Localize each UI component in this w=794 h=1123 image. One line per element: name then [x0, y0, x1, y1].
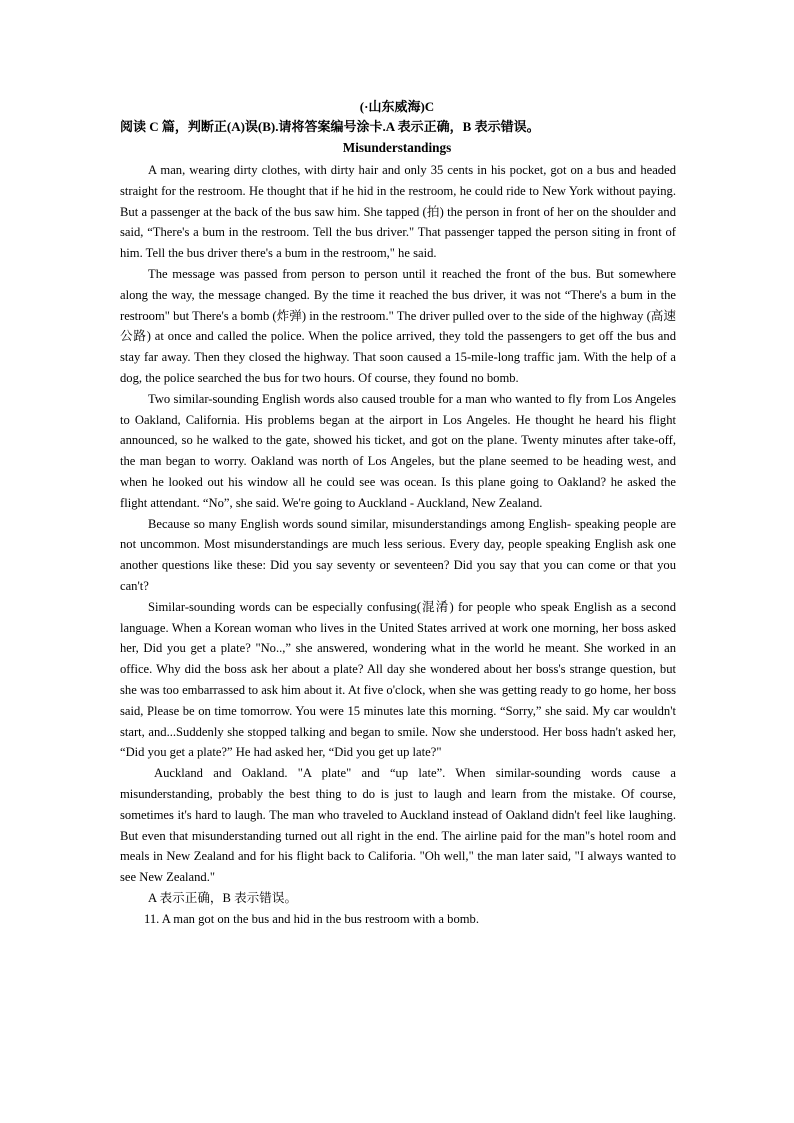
instruction-text: 阅读 C 篇，判断正(A)误(B).请将答案编号涂卡.A 表示正确，B 表示错误。 — [120, 119, 540, 134]
paragraph-1: A man, wearing dirty clothes, with dirty hair and only 35 cents in his pocket, got on a bus and headed straight for the restroom. He thought that if he hid in the restroom, he could ride to New York without paying. But a passenger at the back of the bus saw him. She tapped (拍) the person in front of her on the shoulder and said, “There's a bum in the restroom. Tell the bus driver." That passenger tapped the person siting in front of him. Tell the bus driver there's a bum in the restroom," he said. — [120, 163, 676, 261]
paragraph-5: Similar-sounding words can be especially confusing(混淆) for people who speak English as a second language. When a Korean woman who lives in the United States arrived at work one morning, her boss asked her, Did you get a plate? "No..,” she answered, wondering what in the world he meant. She worked in an office. Why did the boss ask her about a plate? All day she wondered about her boss's strange question, but she was too embarrassed to ask him about it. At five o'clock, when she was getting ready to go home, her boss said, Please be on time tomorrow. You were 15 minutes late this morning. “Sorry,” she said. My car wouldn't start, and...Suddenly she stopped talking and began to smile. Now she understood. Her boss hadn't asked her, “Did you get a plate?” He had asked her, “Did you get up late?" — [120, 599, 676, 760]
answer-note: A 表示正确，B 表示错误。 — [148, 890, 298, 905]
paragraph-2: The message was passed from person to person until it reached the front of the bus. But somewhere along the way, the message changed. By the time it reached the bus driver, it was not “There's a bum in the restroom" but There's a bomb (炸弹) in the restroom." The driver pulled over to the side of the highway (高速公路) at once and called the police. When the police arrived, they told the passengers to get off the bus and stay far away. Then they closed the highway. That soon caused a 15-mile-long traffic jam. With the help of a dog, the police searched the bus for two hours. Of course, they found no bomb. — [120, 266, 676, 385]
passage-title: Misunderstandings — [342, 140, 452, 155]
paragraph-3: Two similar-sounding English words also caused trouble for a man who wanted to fly from Los Angeles to Oakland, California. His problems began at the airport in Los Angeles. He thought he heard his flight announced, so he walked to the gate, showed his ticket, and got on the plane. Twenty minutes after take-off, the man began to worry. Oakland was north of Los Angeles, but the plane seemed to be heading west, and when he looked out his window all he could see was ocean. Is this plane going to Oakland? he asked the flight attendant. “No”, she said. We're going to Auckland - Auckland, New Zealand. — [120, 391, 676, 510]
question-item: 11. A man got on the bus and hid in the bus restroom with a bomb. — [144, 911, 479, 926]
source-label: (·山东威海)C — [359, 99, 435, 114]
paragraph-4: Because so many English words sound similar, misunderstandings among English- speaking people are not uncommon. Most misunderstandings are much less serious. Every day, people speaking English ask one another questions like these: Did you say seventy or seventeen? Did you say that you can come or that you can't? — [120, 516, 676, 593]
paragraph-6: Auckland and Oakland. "A plate" and “up late”. When similar-sounding words cause a misunderstanding, probably the best thing to do is just to laugh and learn from the mistake. Of course, sometimes it's hard to laugh. The man who traveled to Auckland instead of Oakland didn't feel like laughing. But even that misunderstanding turned out all right in the end. The airline paid for the man"s hotel room and meals in New Zealand and for his flight back to Califoria. "Oh well," the man later said, "I always wanted to see New Zealand." — [120, 766, 676, 885]
passage-body — [120, 160, 676, 930]
